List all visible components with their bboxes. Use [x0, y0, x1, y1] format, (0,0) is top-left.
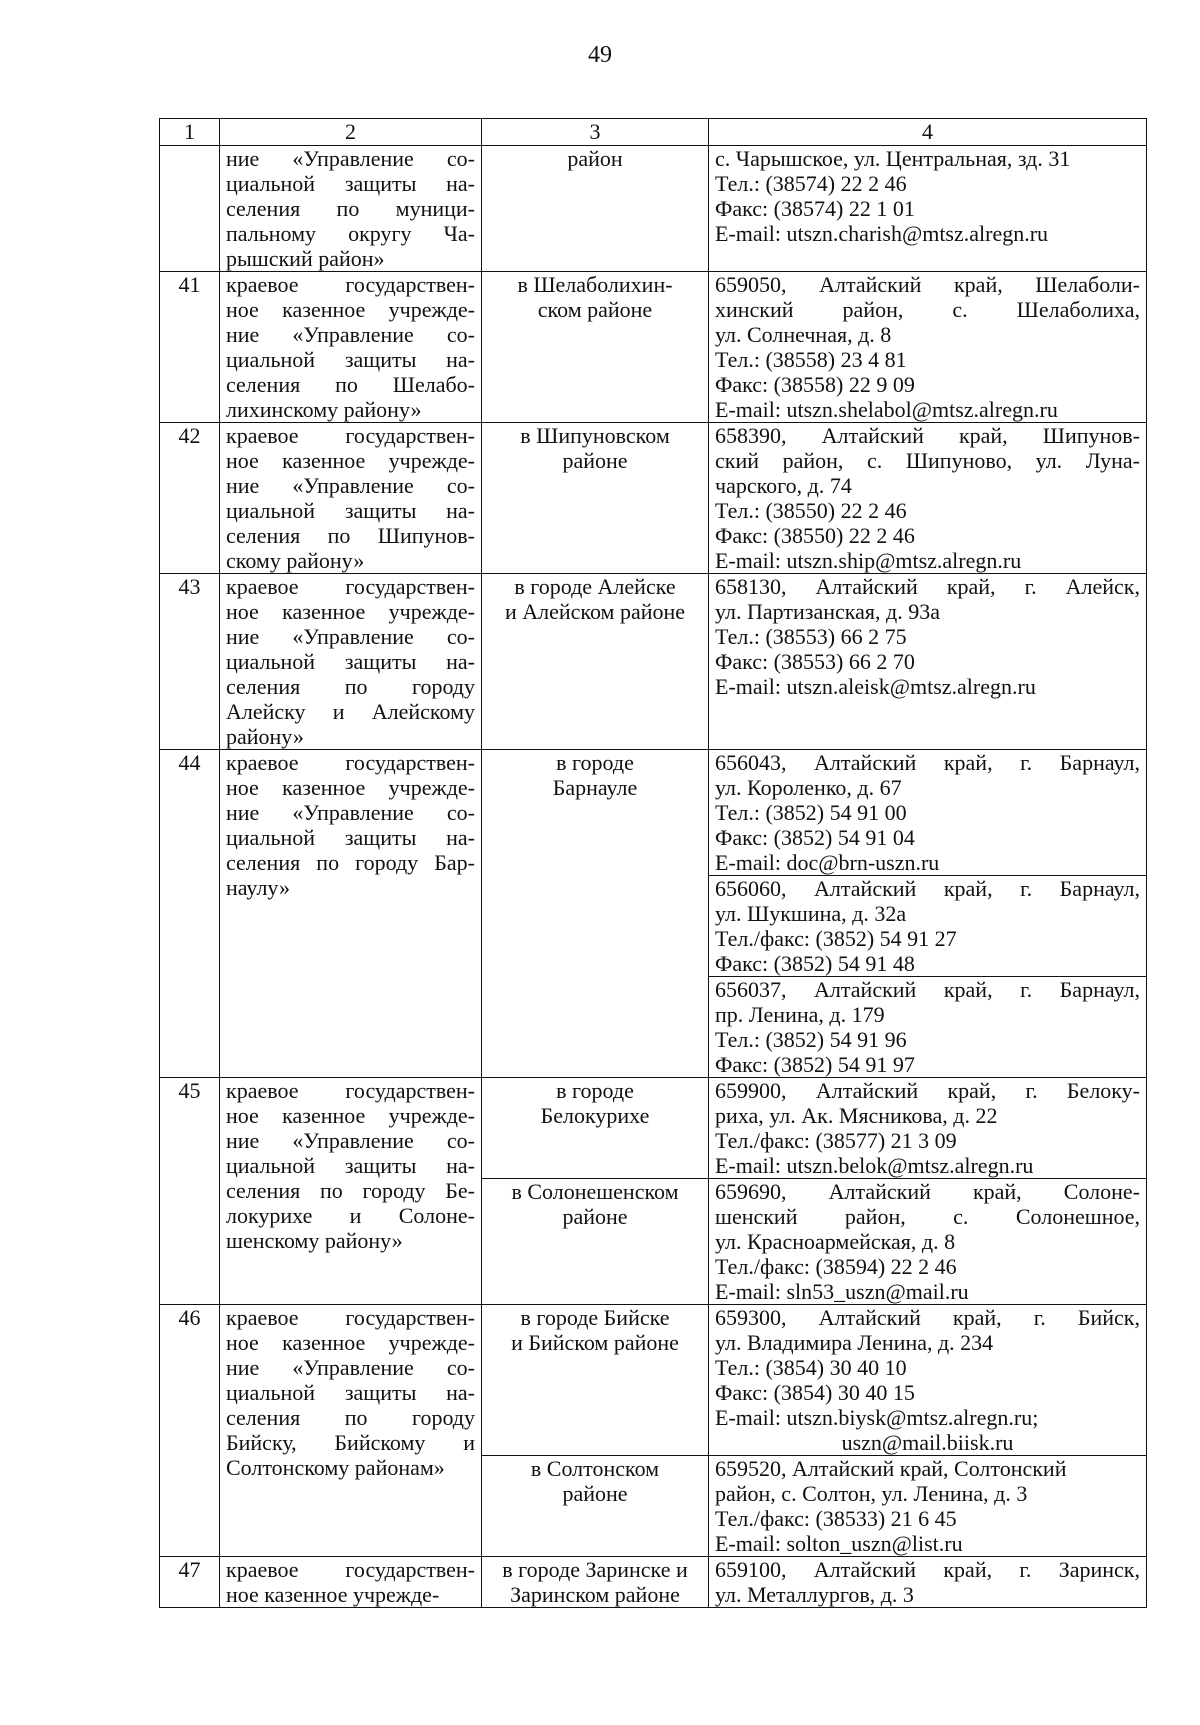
text-line: краевое государствен- — [226, 750, 475, 775]
text-line: селения по городу — [226, 674, 475, 699]
text-line: ский район, с. Шипуново, ул. Луна- — [715, 448, 1140, 473]
text-line: в городе Алейске — [514, 574, 676, 599]
row-number: 42 — [160, 423, 220, 574]
location — [482, 1078, 709, 1179]
text-line: ние «Управление со- — [226, 624, 475, 649]
table-row — [160, 574, 1147, 750]
table-row — [160, 1078, 1147, 1179]
location — [482, 272, 709, 423]
institution-name — [220, 750, 482, 1078]
address-contacts — [709, 876, 1147, 977]
text-line: пальному округу Ча- — [226, 221, 475, 246]
column-header: 2 — [220, 119, 482, 146]
text-line: Факс: (38553) 66 2 70 — [715, 649, 915, 674]
text-line: E-mail: utszn.biysk@mtsz.alregn.ru; — [715, 1405, 1039, 1430]
institutions-table — [159, 118, 1147, 1608]
text-line: Тел.: (38553) 66 2 75 — [715, 624, 907, 649]
column-header: 3 — [482, 119, 709, 146]
text-line: 656037, Алтайский край, г. Барнаул, — [715, 977, 1140, 1002]
text-line: ул. Солнечная, д. 8 — [715, 322, 892, 347]
text-line: району» — [226, 724, 304, 749]
text-line: район — [567, 146, 623, 171]
location — [482, 1557, 709, 1608]
text-line: E-mail: utszn.belok@mtsz.alregn.ru — [715, 1153, 1034, 1178]
column-header: 1 — [160, 119, 220, 146]
text-line: краевое государствен- — [226, 1557, 475, 1582]
text-line: ул. Короленко, д. 67 — [715, 775, 902, 800]
institution-name — [220, 1078, 482, 1305]
text-line: и Бийском районе — [511, 1330, 679, 1355]
text-line: E-mail: utszn.ship@mtsz.alregn.ru — [715, 548, 1022, 573]
text-line: 659690, Алтайский край, Солоне- — [715, 1179, 1140, 1204]
institution-name — [220, 272, 482, 423]
location — [482, 1456, 709, 1557]
text-line: 659300, Алтайский край, г. Бийск, — [715, 1305, 1140, 1330]
text-line: селения по муници- — [226, 196, 475, 221]
text-line: Солтонскому районам» — [226, 1455, 445, 1480]
row-number: 46 — [160, 1305, 220, 1557]
location — [482, 574, 709, 750]
text-line: Бийску, Бийскому и — [226, 1430, 475, 1455]
text-line: в Солтонском — [530, 1456, 660, 1481]
address-contacts — [709, 146, 1147, 272]
text-line: ное казенное учрежде- — [226, 599, 475, 624]
text-line: краевое государствен- — [226, 1078, 475, 1103]
text-line: Факс: (3852) 54 91 04 — [715, 825, 915, 850]
text-line: Тел.: (3854) 30 40 10 — [715, 1355, 907, 1380]
text-line: ное казенное учрежде- — [226, 1103, 475, 1128]
text-line: 659050, Алтайский край, Шелаболи- — [715, 272, 1140, 297]
text-line: Белокурихе — [540, 1103, 650, 1128]
table-row — [160, 423, 1147, 574]
table-row — [160, 146, 1147, 272]
text-line: ние «Управление со- — [226, 1355, 475, 1380]
text-line: Тел.: (3852) 54 91 00 — [715, 800, 907, 825]
text-line: шенскому району» — [226, 1228, 403, 1253]
text-line: краевое государствен- — [226, 1305, 475, 1330]
text-line: циальной защиты на- — [226, 347, 475, 372]
text-line: лихинскому району» — [226, 397, 422, 422]
text-line: ул. Металлургов, д. 3 — [715, 1582, 914, 1607]
text-line: наулу» — [226, 875, 290, 900]
text-line: селения по Шелабо- — [226, 372, 475, 397]
text-line: циальной защиты на- — [226, 649, 475, 674]
table-row — [160, 272, 1147, 423]
text-line: ул. Партизанская, д. 93а — [715, 599, 940, 624]
text-line: uszn@mail.biisk.ru — [841, 1430, 1014, 1455]
text-line: ное казенное учрежде- — [226, 297, 475, 322]
text-line: Факс: (3852) 54 91 97 — [715, 1052, 915, 1077]
text-line: Тел./факс: (38594) 22 2 46 — [715, 1254, 957, 1279]
text-line: ул. Владимира Ленина, д. 234 — [715, 1330, 994, 1355]
address-contacts — [709, 977, 1147, 1078]
location — [482, 146, 709, 272]
text-line: в Шелаболихин- — [517, 272, 673, 297]
address-contacts — [709, 1179, 1147, 1305]
text-line: Тел.: (3852) 54 91 96 — [715, 1027, 907, 1052]
row-number: 47 — [160, 1557, 220, 1608]
text-line: Барнауле — [552, 775, 638, 800]
text-line: Тел./факс: (3852) 54 91 27 — [715, 926, 957, 951]
text-line: Тел./факс: (38577) 21 3 09 — [715, 1128, 957, 1153]
text-line: краевое государствен- — [226, 574, 475, 599]
text-line: в Шипуновском — [520, 423, 670, 448]
page-number: 49 — [588, 42, 612, 68]
text-line: циальной защиты на- — [226, 825, 475, 850]
text-line: Заринском районе — [510, 1582, 680, 1607]
text-line: 658130, Алтайский край, г. Алейск, — [715, 574, 1140, 599]
text-line: Факс: (3852) 54 91 48 — [715, 951, 915, 976]
text-line: ние «Управление со- — [226, 800, 475, 825]
text-line: селения по городу Бар- — [226, 850, 475, 875]
text-line: рышский район» — [226, 246, 385, 271]
row-number: 41 — [160, 272, 220, 423]
text-line: в Солонешенском — [511, 1179, 679, 1204]
row-number — [160, 146, 220, 272]
text-line: циальной защиты на- — [226, 1153, 475, 1178]
row-number: 45 — [160, 1078, 220, 1305]
text-line: скому району» — [226, 548, 365, 573]
text-line: чарского, д. 74 — [715, 473, 852, 498]
text-line: E-mail: doc@brn-uszn.ru — [715, 850, 940, 875]
text-line: пр. Ленина, д. 179 — [715, 1002, 885, 1027]
text-line: E-mail: utszn.shelabol@mtsz.alregn.ru — [715, 397, 1058, 422]
text-line: циальной защиты на- — [226, 171, 475, 196]
row-number: 44 — [160, 750, 220, 1078]
text-line: ском районе — [537, 297, 653, 322]
text-line: в городе — [556, 1078, 634, 1103]
text-line: E-mail: utszn.aleisk@mtsz.alregn.ru — [715, 674, 1036, 699]
address-contacts — [709, 1305, 1147, 1456]
text-line: районе — [562, 1204, 628, 1229]
text-line: 659100, Алтайский край, г. Заринск, — [715, 1557, 1140, 1582]
institution-name — [220, 146, 482, 272]
text-line: циальной защиты на- — [226, 498, 475, 523]
table-header-row — [160, 119, 1147, 146]
text-line: ное казенное учрежде- — [226, 1582, 440, 1607]
text-line: районе — [562, 1481, 628, 1506]
text-line: ул. Шукшина, д. 32а — [715, 901, 907, 926]
text-line: краевое государствен- — [226, 423, 475, 448]
institution-name — [220, 574, 482, 750]
text-line: селения по городу — [226, 1405, 475, 1430]
text-line: Тел./факс: (38533) 21 6 45 — [715, 1506, 957, 1531]
column-header: 4 — [709, 119, 1147, 146]
institution-name — [220, 423, 482, 574]
text-line: E-mail: sln53_uszn@mail.ru — [715, 1279, 969, 1304]
text-line: в городе Заринске и — [502, 1557, 688, 1582]
text-line: и Алейском районе — [504, 599, 686, 624]
text-line: риха, ул. Ак. Мясникова, д. 22 — [715, 1103, 998, 1128]
row-number: 43 — [160, 574, 220, 750]
text-line: в городе Бийске — [520, 1305, 670, 1330]
text-line: в городе — [556, 750, 634, 775]
text-line: Тел.: (38574) 22 2 46 — [715, 171, 907, 196]
address-contacts — [709, 1557, 1147, 1608]
address-contacts — [709, 750, 1147, 876]
location — [482, 1305, 709, 1456]
text-line: ние «Управление со- — [226, 1128, 475, 1153]
text-line: ул. Красноармейская, д. 8 — [715, 1229, 956, 1254]
location — [482, 1179, 709, 1305]
address-contacts — [709, 1078, 1147, 1179]
text-line: E-mail: solton_uszn@list.ru — [715, 1531, 963, 1556]
text-line: шенский район, с. Солонешное, — [715, 1204, 1140, 1229]
text-line: ние «Управление со- — [226, 322, 475, 347]
table-row — [160, 750, 1147, 876]
text-line: 659900, Алтайский край, г. Белоку- — [715, 1078, 1140, 1103]
text-line: районе — [562, 448, 628, 473]
text-line: район, с. Солтон, ул. Ленина, д. 3 — [715, 1481, 1028, 1506]
text-line: 656043, Алтайский край, г. Барнаул, — [715, 750, 1140, 775]
text-line: Факс: (38574) 22 1 01 — [715, 196, 915, 221]
text-line: селения по городу Бе- — [226, 1178, 475, 1203]
text-line: ное казенное учрежде- — [226, 448, 475, 473]
text-line: краевое государствен- — [226, 272, 475, 297]
text-line: хинский район, с. Шелаболиха, — [715, 297, 1140, 322]
text-line: Факс: (3854) 30 40 15 — [715, 1380, 915, 1405]
address-contacts — [709, 1456, 1147, 1557]
text-line: циальной защиты на- — [226, 1380, 475, 1405]
text-line: селения по Шипунов- — [226, 523, 475, 548]
text-line: 656060, Алтайский край, г. Барнаул, — [715, 876, 1140, 901]
location — [482, 750, 709, 1078]
text-line: Тел.: (38558) 23 4 81 — [715, 347, 907, 372]
text-line: ние «Управление со- — [226, 146, 475, 171]
text-line: Алейску и Алейскому — [226, 699, 475, 724]
text-line: с. Чарышское, ул. Центральная, зд. 31 — [715, 146, 1071, 171]
text-line: Факс: (38558) 22 9 09 — [715, 372, 915, 397]
text-line: ние «Управление со- — [226, 473, 475, 498]
address-contacts — [709, 574, 1147, 750]
text-line: ное казенное учрежде- — [226, 1330, 475, 1355]
table-row — [160, 1557, 1147, 1608]
text-line: 658390, Алтайский край, Шипунов- — [715, 423, 1140, 448]
table-row — [160, 1305, 1147, 1456]
text-line: ное казенное учрежде- — [226, 775, 475, 800]
text-line: Тел.: (38550) 22 2 46 — [715, 498, 907, 523]
address-contacts — [709, 272, 1147, 423]
text-line: Факс: (38550) 22 2 46 — [715, 523, 915, 548]
institution-name — [220, 1305, 482, 1557]
institution-name — [220, 1557, 482, 1608]
text-line: 659520, Алтайский край, Солтонский — [715, 1456, 1067, 1481]
text-line: локурихе и Солоне- — [226, 1203, 475, 1228]
location — [482, 423, 709, 574]
text-line: E-mail: utszn.charish@mtsz.alregn.ru — [715, 221, 1049, 246]
address-contacts — [709, 423, 1147, 574]
